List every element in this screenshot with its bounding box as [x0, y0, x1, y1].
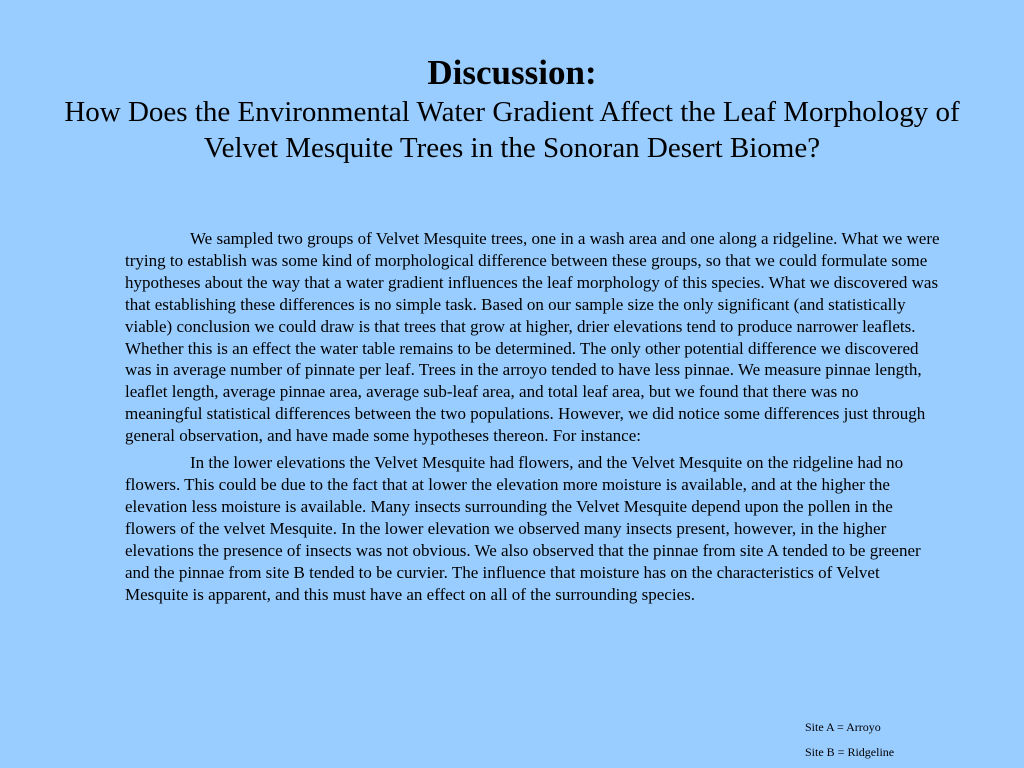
legend-site-b: Site B = Ridgeline	[805, 745, 895, 759]
legend-site-a: Site A = Arroyo	[805, 720, 881, 734]
discussion-paragraph-2: In the lower elevations the Velvet Mesquite had flowers, and the Velvet Mesquite on the ridgeline had no flowers. This could be due to the fact that at lower the elevation more moisture is available, and at the higher the elevation less moisture is available. Many insects surrounding the Velvet Mesquite depend upon the pollen in the flowers of the velvet Mesquite. In the lower elevation we observed many insects present, however, in the higher elevations the presence of insects was not obvious. We also observed that the pinnae from site A tended to be greener and the pinnae from site B tended to be curvier. The influence that moisture has on the characteristics of Velvet Mesquite is apparent, and this must have an effect on all of the surrounding species.	[125, 453, 921, 604]
discussion-body	[125, 228, 940, 610]
slide-subtitle: How Does the Environmental Water Gradient Affect the Leaf Morphology of Velvet Mesquite Trees in the Sonoran Desert Biome?	[64, 96, 960, 164]
discussion-paragraph-1: We sampled two groups of Velvet Mesquite trees, one in a wash area and one along a ridgeline. What we were trying to establish was some kind of morphological difference between these groups, so that we could formulate some hypotheses about the way that a water gradient influences the leaf morphology of this species. What we discovered was that establishing these differences is no simple task. Based on our sample size the only significant (and statistically viable) conclusion we could draw is that trees that grow at higher, drier elevations tend to produce narrower leaflets. Whether this is an effect the water table remains to be determined. The only other potential difference we discovered was in average number of pinnate per leaf. Trees in the arroyo tended to have less pinnae. We measure pinnae length, leaflet length, average pinnae area, average sub-leaf area, and total leaf area, but we found that there was no meaningful statistical differences between the two populations. However, we did notice some differences just through general observation, and have made some hypotheses thereon. For instance:	[125, 229, 940, 446]
slide-title: Discussion:	[427, 53, 597, 92]
site-legend	[805, 720, 1005, 768]
title-block	[60, 52, 964, 166]
